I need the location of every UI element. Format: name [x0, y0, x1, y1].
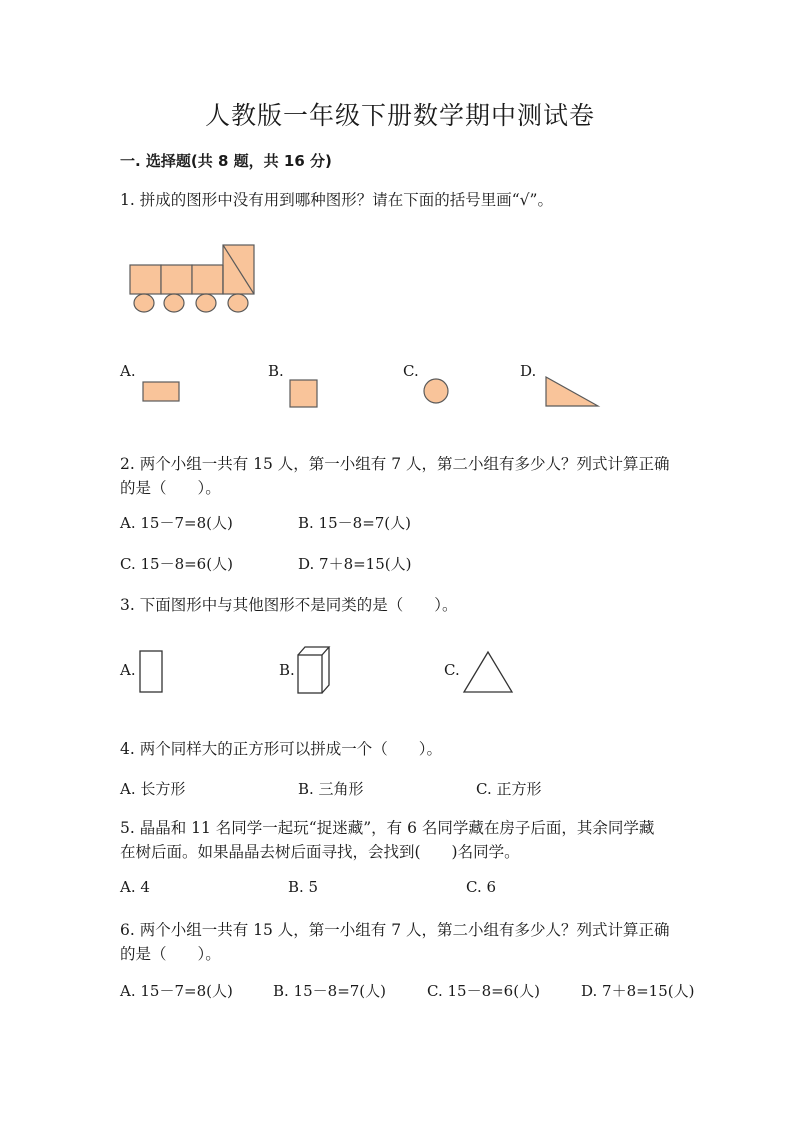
q1-option-d: D.	[520, 362, 537, 380]
q5-option-a: A. 4	[120, 878, 150, 896]
question-3-text: 3. 下面图形中与其他图形不是同类的是（ ）。	[120, 596, 458, 614]
truck-figure	[126, 240, 260, 318]
question-6-line-2: 的是（ ）。	[120, 945, 221, 963]
truck-rect-2	[161, 265, 192, 294]
q6-option-c: C. 15－8=6(人)	[427, 982, 540, 1000]
q5-option-b: B. 5	[288, 878, 319, 896]
square-shape	[286, 377, 322, 409]
q1-option-a: A.	[120, 362, 136, 380]
q5-option-c: C. 6	[466, 878, 497, 896]
question-5-line-1: 5. 晶晶和 11 名同学一起玩“捉迷藏”，有 6 名同学藏在房子后面，其余同学藏	[120, 819, 655, 837]
page-title: 人教版一年级下册数学期中测试卷	[204, 101, 595, 130]
truck-rect-1	[130, 265, 161, 294]
cuboid-shape	[294, 644, 334, 696]
q2-option-b: B. 15－8=7(人)	[298, 514, 412, 532]
question-2-line-1: 2. 两个小组一共有 15 人，第一小组有 7 人，第二小组有多少人？列式计算正确	[120, 455, 670, 473]
outline-rectangle-shape	[136, 648, 166, 696]
truck-rect-3	[192, 265, 223, 294]
triangle-shape	[542, 374, 602, 410]
q4-option-c: C. 正方形	[476, 780, 542, 798]
q6-option-a: A. 15－7=8(人)	[120, 982, 233, 1000]
q2-option-d: D. 7＋8=15(人)	[298, 555, 412, 573]
q2-option-a: A. 15－7=8(人)	[120, 514, 233, 532]
question-6-line-1: 6. 两个小组一共有 15 人，第一小组有 7 人，第二小组有多少人？列式计算正确	[120, 921, 670, 939]
question-2-line-2: 的是（ ）。	[120, 479, 221, 497]
wheel-3	[196, 294, 216, 312]
q3-option-b: B.	[279, 661, 295, 679]
circle-shape	[420, 376, 452, 408]
question-5-line-2: 在树后面。如果晶晶去树后面寻找，会找到( )名同学。	[120, 843, 520, 861]
section-heading: 一. 选择题(共 8 题，共 16 分)	[120, 152, 332, 170]
q4-option-b: B. 三角形	[298, 780, 364, 798]
q1-option-b: B.	[268, 362, 284, 380]
q2-option-c: C. 15－8=6(人)	[120, 555, 233, 573]
question-1-text: 1. 拼成的图形中没有用到哪种图形？请在下面的括号里画“√”。	[120, 191, 553, 209]
q3-option-a: A.	[120, 661, 136, 679]
q6-option-d: D. 7＋8=15(人)	[581, 982, 695, 1000]
q1-option-c: C.	[403, 362, 419, 380]
outline-triangle-shape	[460, 648, 516, 696]
question-4-text: 4. 两个同样大的正方形可以拼成一个（ ）。	[120, 740, 442, 758]
rectangle-shape	[140, 378, 184, 406]
q4-option-a: A. 长方形	[120, 780, 186, 798]
wheel-4	[228, 294, 248, 312]
q3-option-c: C.	[444, 661, 460, 679]
wheel-1	[134, 294, 154, 312]
q6-option-b: B. 15－8=7(人)	[273, 982, 387, 1000]
wheel-2	[164, 294, 184, 312]
